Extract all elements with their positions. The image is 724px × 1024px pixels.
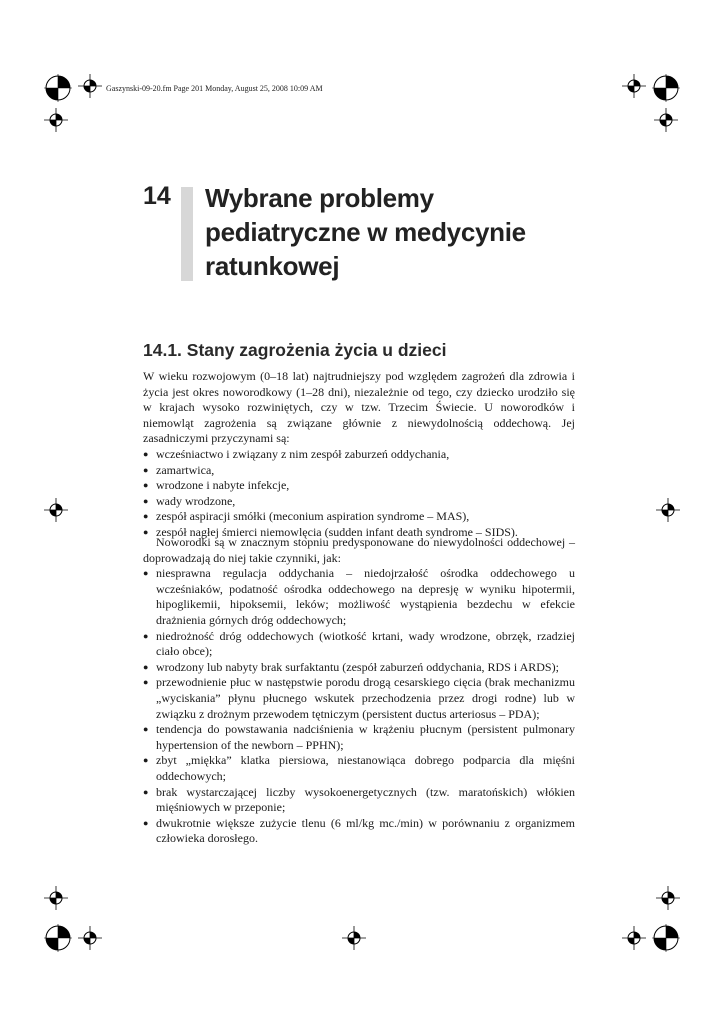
chapter-title-line: ratunkowej xyxy=(205,251,340,281)
chapter-title xyxy=(205,181,526,283)
list-item: ● zamartwica, xyxy=(143,463,575,479)
intro-block xyxy=(143,369,575,541)
list-item: ● wcześniactwo i związany z nim zespół zaburzeń oddychania, xyxy=(143,447,575,463)
registration-crosshair-top-right-lower xyxy=(654,108,678,132)
list-item: ● zbyt „miękka” klatka piersiowa, niestanowiąca dobrego podparcia dla mięśni oddechowych; xyxy=(143,753,575,784)
factors-list xyxy=(143,566,575,847)
registration-crosshair-bottom-right-upper xyxy=(656,886,680,910)
intro-paragraph: W wieku rozwojowym (0–18 lat) najtrudniejszy pod względem zagrożeń dla zdrowia i życia jest okres noworodkowy (1–28 dni), niezależnie od tego, czy dziecko urodziło się w krajach wysoko rozwiniętych, czy w tzw. Trzecim Świecie. U noworodków i niemowląt zagrożenia są związane głównie z niewydolnością oddechową. Jej zasadniczymi przyczynami są: xyxy=(143,369,575,446)
chapter-number: 14 xyxy=(143,182,171,210)
section-heading: 14.1. Stany zagrożenia życia u dzieci xyxy=(143,340,447,360)
list-item: ● wrodzony lub nabyty brak surfaktantu (zespół zaburzeń oddychania, RDS i ARDS); xyxy=(143,660,575,676)
list-item: ● niedrożność dróg oddechowych (wiotkość krtani, wady wrodzone, obrzęk, rzadziej ciało obce); xyxy=(143,629,575,660)
registration-crosshair-middle-right xyxy=(656,498,680,522)
registration-crosshair-middle-left xyxy=(44,498,68,522)
list-item: ● tendencja do powstawania nadciśnienia w krążeniu płucnym (persistent pulmonary hypertension of the newborn – PPHN); xyxy=(143,722,575,753)
list-item: ● zespół aspiracji smółki (meconium aspiration syndrome – MAS), xyxy=(143,509,575,525)
factors-block xyxy=(143,535,575,847)
registration-crosshair-bottom-center xyxy=(342,926,366,950)
registration-crosshair-bottom-right xyxy=(622,926,646,950)
print-slug: Gaszynski-09-20.fm Page 201 Monday, August 25, 2008 10:09 AM xyxy=(106,84,323,93)
list-item: ● wady wrodzone, xyxy=(143,494,575,510)
registration-crosshair-bottom-left xyxy=(78,926,102,950)
chapter-title-line: Wybrane problemy xyxy=(205,183,434,213)
list-item: ● niesprawna regulacja oddychania – niedojrzałość ośrodka oddechowego u wcześniaków, podatność ośrodka oddechowego na depresję w wyniku hipotermii, hipoglikemii, hipoksemii, leków; możliwość wystąpienia bezdechu w efekcie drażnienia górnych dróg oddechowych; xyxy=(143,566,575,628)
registration-mark-bottom-left-wheel xyxy=(44,924,72,952)
registration-crosshair-top-left-lower xyxy=(44,108,68,132)
registration-crosshair-top-right xyxy=(622,74,646,98)
causes-list xyxy=(143,447,575,541)
chapter-title-line: pediatryczne w medycynie xyxy=(205,217,526,247)
registration-mark-top-right-wheel xyxy=(652,74,680,102)
list-item: ● zespół nagłej śmierci niemowlęcia (sudden infant death syndrome – SIDS). xyxy=(143,525,575,541)
list-item: ● brak wystarczającej liczby wysokoenergetycznych (tzw. maratońskich) włókien mięśniowych w przeponie; xyxy=(143,785,575,816)
registration-crosshair-top-left xyxy=(78,74,102,98)
factors-paragraph: Noworodki są w znacznym stopniu predysponowane do niewydolności oddechowej – doprowadzają do niej takie czynniki, jak: xyxy=(143,535,575,565)
list-item: ● dwukrotnie większe zużycie tlenu (6 ml/kg mc./min) w porównaniu z organizmem człowieka dorosłego. xyxy=(143,816,575,847)
list-item: ● wrodzone i nabyte infekcje, xyxy=(143,478,575,494)
registration-mark-top-left-wheel xyxy=(44,74,72,102)
registration-mark-bottom-right-wheel xyxy=(652,924,680,952)
chapter-accent-bar xyxy=(181,187,193,281)
list-item: ● przewodnienie płuc w następstwie porodu drogą cesarskiego cięcia (brak mechanizmu „wyciskania” płynu płucnego wskutek przechodzenia przez drogi rodne) lub w związku z drożnym przewodem tętniczym (persistent ductus arteriosus – PDA); xyxy=(143,675,575,722)
registration-crosshair-bottom-left-upper xyxy=(44,886,68,910)
